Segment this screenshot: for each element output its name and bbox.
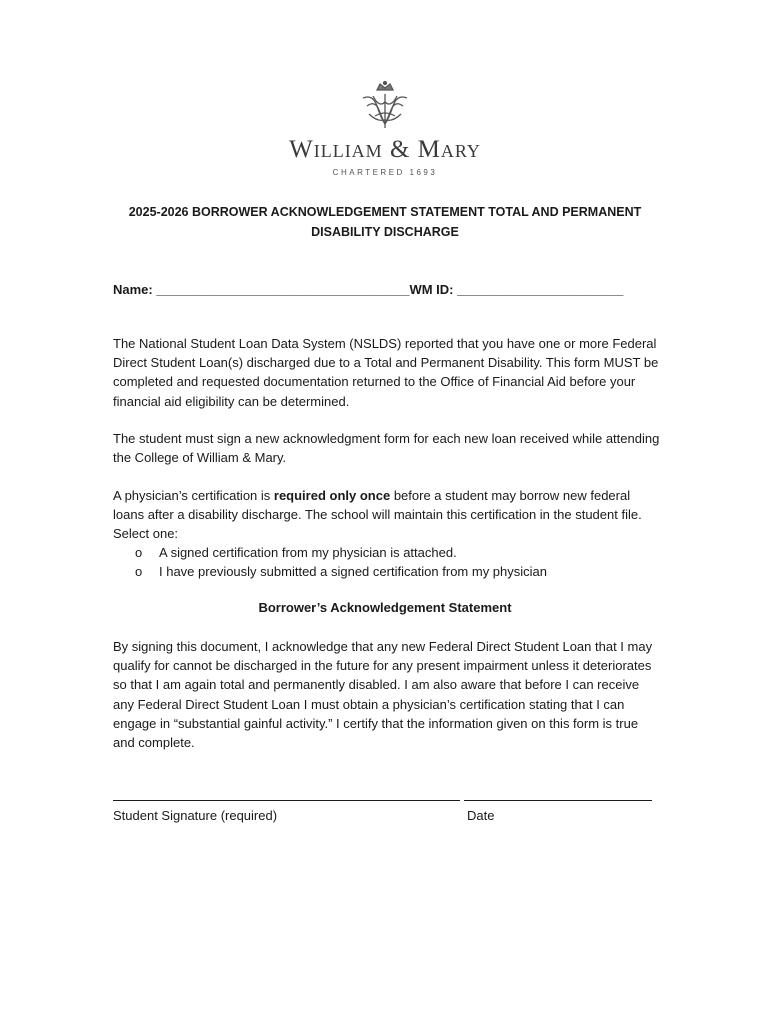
chartered-tagline: CHARTERED 1693 [332,168,438,177]
option-certification-attached[interactable] [135,543,547,562]
statement-paragraph: By signing this document, I acknowledge that any new Federal Direct Student Loan that I may qualify for cannot be discharged in the future for any present impairment unless it deteriorates so that I am again total and permanently disabled. I am also aware that before I can receive any Federal Direct Student Loan I must obtain a physician’s certification stating that I can engage in “substantial gainful activity.” I certify that the information given on this form is true and complete. [113,639,653,751]
date-label: Date [467,808,495,823]
signature-label: Student Signature (required) [113,808,278,823]
identity-fields [113,280,673,300]
acknowledgment-paragraph: The student must sign a new acknowledgment form for each new loan received while attending the College of William & Mary. [113,431,660,466]
certification-options [135,543,547,581]
physician-text-start: A physician’s certification is [113,488,274,503]
signature-line[interactable] [113,800,460,801]
option-label: A signed certification from my physician is attached. [159,545,457,560]
name-label: Name: [113,282,153,297]
option-radio-icon[interactable]: o [135,564,143,580]
option-label: I have previously submitted a signed certification from my physician [159,564,548,580]
institution-logo [0,80,770,177]
form-title-line-1: 2025-2026 BORROWER ACKNOWLEDGEMENT STATEMENT TOTAL AND PERMANENT [128,205,642,219]
physician-text-end: before a student may borrow new federal loans after a disability discharge. The school will maintain this certification in the student file. Select one: [113,488,642,542]
wmid-label: WM ID: [409,282,454,297]
physician-paragraph [113,486,661,544]
wmid-field[interactable]: _______________________ [457,282,624,297]
crest-icon [355,80,415,132]
nslds-paragraph: The National Student Loan Data System (NSLDS) reported that you have one or more Federal Direct Student Loan(s) discharged due to a Total and Permanent Disability. This form MUST be completed and requested documentation returned to the Office of Financial Aid before your financial aid eligibility can be determined. [113,336,659,409]
name-field[interactable]: ___________________________________ [156,282,410,297]
option-previously-submitted[interactable] [135,562,547,581]
form-title [100,202,670,242]
form-title-line-2: DISABILITY DISCHARGE [311,225,459,239]
date-line[interactable] [464,800,652,801]
section-heading: Borrower’s Acknowledgement Statement [258,600,512,615]
university-wordmark: William & Mary [289,136,481,163]
physician-text-bold: required only once [273,488,391,503]
option-radio-icon[interactable]: o [135,545,143,560]
